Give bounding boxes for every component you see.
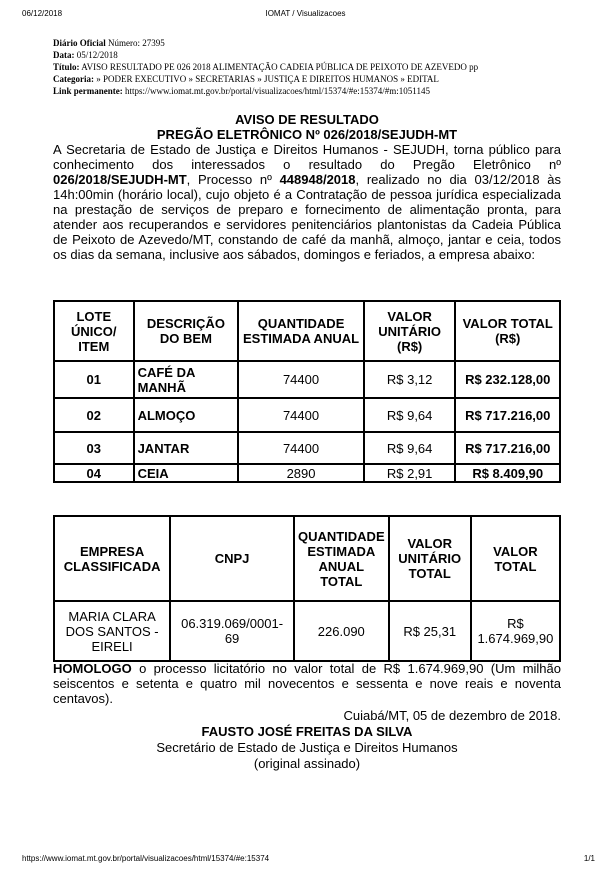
permanent-link[interactable]: https://www.iomat.mt.gov.br/portal/visualizacoes/html/15374/#e:15374/#m:1051145 [122, 86, 430, 96]
table-row [54, 432, 560, 464]
winner-table [53, 515, 561, 662]
table-row [54, 398, 560, 432]
col-header: DESCRIÇÃO DO BEM [134, 301, 239, 361]
cell-quantity: 226.090 [294, 601, 389, 661]
cell-total-value: R$ 1.674.969,90 [471, 601, 560, 661]
cell-item: 04 [54, 464, 134, 482]
cell-description: CEIA [134, 464, 239, 482]
cell-unit-value: R$ 3,12 [364, 361, 456, 398]
col-header: LOTE ÚNICO/ ITEM [54, 301, 134, 361]
print-page-number: 1/1 [583, 854, 595, 863]
cell-total-value: R$ 717.216,00 [455, 432, 560, 464]
cell-unit-value: R$ 2,91 [364, 464, 456, 482]
col-header: QUANTIDADE ESTIMADA ANUAL [238, 301, 364, 361]
cell-quantity: 74400 [238, 432, 364, 464]
items-table [53, 300, 561, 483]
col-header: QUANTIDADE ESTIMADA ANUAL TOTAL [294, 516, 389, 601]
cell-quantity: 2890 [238, 464, 364, 482]
signer-name: FAUSTO JOSÉ FREITAS DA SILVA [201, 724, 413, 739]
cell-item: 02 [54, 398, 134, 432]
cell-unit-value: R$ 9,64 [364, 432, 456, 464]
col-header: EMPRESA CLASSIFICADA [54, 516, 170, 601]
place-date: Cuiabá/MT, 05 de dezembro de 2018. [343, 708, 561, 723]
meta-diario: Diário Oficial Número: 27395 [53, 38, 165, 48]
col-header: VALOR TOTAL [471, 516, 560, 601]
cell-quantity: 74400 [238, 361, 364, 398]
meta-data: Data: 05/12/2018 [53, 50, 118, 60]
cell-total-value: R$ 717.216,00 [455, 398, 560, 432]
meta-titulo: Título: AVISO RESULTADO PE 026 2018 ALIMENTAÇÃO CADEIA PÚBLICA DE PEIXOTO DE AZEVEDO pp [53, 62, 479, 72]
col-header: VALOR UNITÁRIO (R$) [364, 301, 456, 361]
notice-title: AVISO DE RESULTADO [235, 112, 379, 127]
cell-item: 01 [54, 361, 134, 398]
cell-cnpj: 06.319.069/0001-69 [170, 601, 294, 661]
publication-metadata [53, 37, 478, 97]
print-footer-url: https://www.iomat.mt.gov.br/portal/visualizacoes/html/15374/#e:15374 [22, 854, 270, 863]
homologation-text: HOMOLOGO o processo licitatório no valor total de R$ 1.674.969,90 (Um milhão seiscentos e setenta e quatro mil novecentos e sessenta e nove reais e noventa centavos). [53, 661, 561, 706]
col-header: VALOR TOTAL (R$) [455, 301, 560, 361]
print-title: IOMAT / Visualizacoes [265, 9, 346, 18]
cell-company: MARIA CLARA DOS SANTOS - EIRELI [54, 601, 170, 661]
notice-subtitle: PREGÃO ELETRÔNICO Nº 026/2018/SEJUDH-MT [156, 127, 458, 142]
col-header: CNPJ [170, 516, 294, 601]
table-row [54, 601, 560, 661]
items-table-header [54, 301, 560, 361]
col-header: VALOR UNITÁRIO TOTAL [389, 516, 471, 601]
signed-note: (original assinado) [253, 756, 361, 771]
print-date: 06/12/2018 [22, 9, 63, 18]
notice-body [53, 112, 561, 262]
cell-unit-value: R$ 25,31 [389, 601, 471, 661]
winner-table-header [54, 516, 560, 601]
table-row [54, 361, 560, 398]
cell-description: CAFÉ DA MANHÃ [134, 361, 239, 398]
cell-description: JANTAR [134, 432, 239, 464]
cell-quantity: 74400 [238, 398, 364, 432]
cell-item: 03 [54, 432, 134, 464]
cell-total-value: R$ 8.409,90 [455, 464, 560, 482]
cell-description: ALMOÇO [134, 398, 239, 432]
cell-total-value: R$ 232.128,00 [455, 361, 560, 398]
cell-unit-value: R$ 9,64 [364, 398, 456, 432]
signer-role: Secretário de Estado de Justiça e Direitos Humanos [156, 740, 458, 755]
notice-paragraph: A Secretaria de Estado de Justiça e Direitos Humanos - SEJUDH, torna público para conhecimento dos interessados o resultado do Pregão Eletrônico nº 026/2018/SEJUDH-MT, Processo nº 448948/2018, realizado no dia 03/12/2018 às 14h:00min (horário local), cujo objeto é a Contratação de pessoa jurídica especializada na prestação de serviços de preparo e fornecimento de alimentação pronta, para atender aos recuperandos e servidores penitenciários plantonistas da Cadeia Pública de Peixoto de Azevedo/MT, constando de café da manhã, almoço, jantar e ceia, todos os dias da semana, inclusive aos sábados, domingos e feriados, a empresa abaixo: [53, 142, 561, 262]
meta-categoria: Categoria: » PODER EXECUTIVO » SECRETARIAS » JUSTIÇA E DIREITOS HUMANOS » EDITAL [53, 74, 439, 84]
meta-link: Link permanente: https://www.iomat.mt.gov.br/portal/visualizacoes/html/15374/#e:15374/#m:1051145 [53, 86, 430, 96]
table-row [54, 464, 560, 482]
